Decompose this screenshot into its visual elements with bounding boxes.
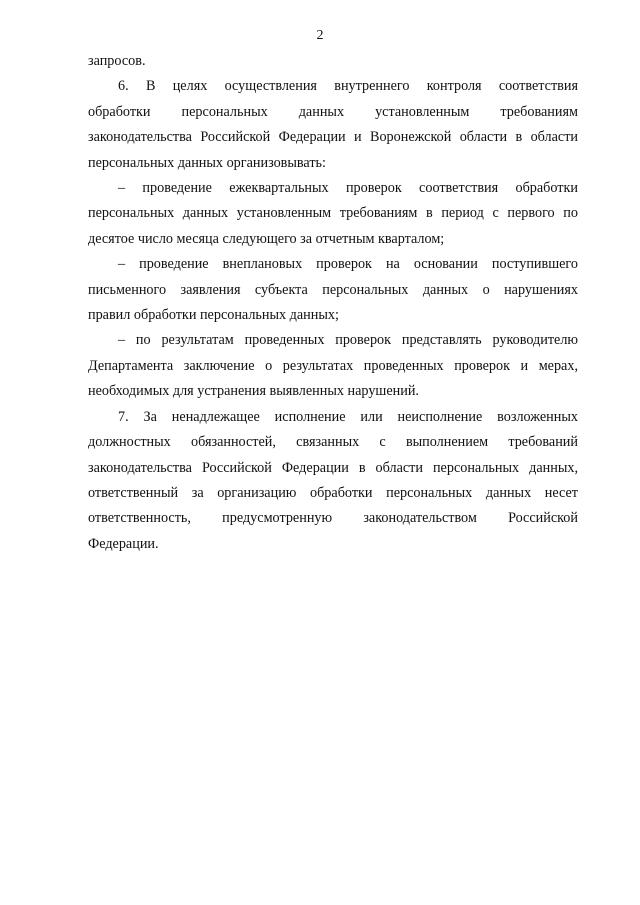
list-item-results-report [88,328,578,404]
list-item-unscheduled-checks [88,252,578,328]
paragraph-item-6 [88,74,578,176]
text-line: – проведение внеплановых проверок на основании поступившего [118,256,578,273]
text-line: необходимых для устранения выявленных нарушений. [88,383,419,400]
document-body [88,49,578,557]
text-line: запросов. [88,53,146,69]
text-line: правил обработки персональных данных; [88,307,339,324]
page-number: 2 [316,28,324,43]
text-line: персональных данных организовывать: [88,154,326,171]
text-line: персональных данных установленным требованиям в период с первого по [88,205,578,222]
paragraph-item-7 [88,405,578,557]
text-line: должностных обязанностей, связанных с выполнением требований [88,434,578,451]
text-line: ответственность, предусмотренную законодательством Российской [88,510,578,527]
text-line: – по результатам проведенных проверок представлять руководителю [118,332,578,349]
text-line: ответственный за организацию обработки персональных данных несет [88,484,578,501]
text-line: Федерации. [88,535,159,552]
text-line: Департамента заключение о результатах проведенных проверок и мерах, [88,357,578,374]
text-line: законодательства Российской Федерации в области персональных данных, [88,459,578,476]
paragraph-continuation [88,49,578,74]
text-line: десятое число месяца следующего за отчетным кварталом; [88,230,445,247]
text-line: обработки персональных данных установленным требованиям [88,103,578,120]
text-line: – проведение ежеквартальных проверок соответствия обработки [118,180,578,197]
list-item-quarterly-checks [88,176,578,252]
text-line: письменного заявления субъекта персональных данных о нарушениях [88,281,578,298]
text-line: законодательства Российской Федерации и Воронежской области в области [88,129,578,146]
text-line: 7. За ненадлежащее исполнение или неисполнение возложенных [118,408,578,425]
text-line: 6. В целях осуществления внутреннего контроля соответствия [118,78,578,95]
